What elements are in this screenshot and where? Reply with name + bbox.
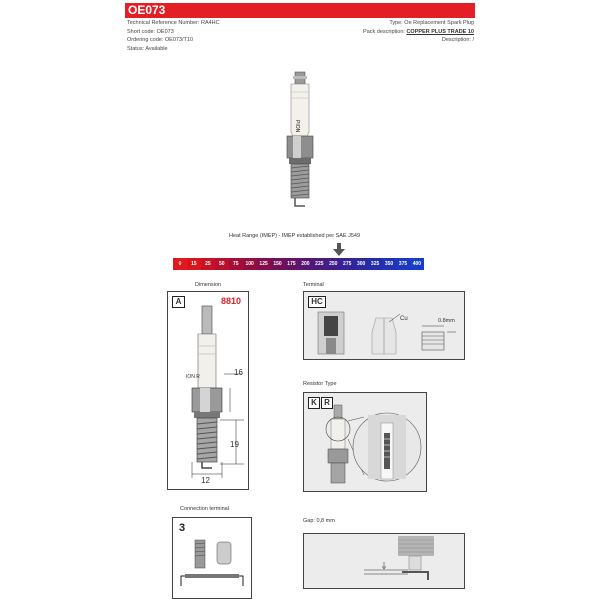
connection-code: 3 bbox=[179, 522, 186, 534]
connection-panel bbox=[172, 517, 252, 599]
terminal-caption: Terminal bbox=[303, 282, 324, 288]
pack-label: Pack description: bbox=[363, 28, 405, 35]
svg-text:PION: PION bbox=[294, 120, 300, 133]
gap-panel bbox=[303, 533, 465, 589]
heat-range-value: 100 bbox=[243, 258, 257, 270]
technical-reference: Technical Reference Number: RA4HC bbox=[127, 20, 220, 26]
product-code: OE073 bbox=[128, 3, 166, 17]
heat-range-value: 225 bbox=[312, 258, 326, 270]
info-left bbox=[127, 19, 220, 53]
dimension-code: A bbox=[172, 296, 185, 308]
terminal-panel bbox=[303, 291, 465, 360]
gap-caption: Gap: 0,8 mm bbox=[303, 518, 335, 524]
dimension-caption: Dimension bbox=[195, 282, 221, 288]
heat-range-value: 350 bbox=[382, 258, 396, 270]
connection-drawing bbox=[173, 518, 251, 598]
heat-range-value: 250 bbox=[326, 258, 340, 270]
heat-range-value: 125 bbox=[257, 258, 271, 270]
ordering-code: Ordering code: OE073/T10 bbox=[127, 37, 194, 43]
heat-range-value: 25 bbox=[201, 258, 215, 270]
resistor-panel bbox=[303, 392, 427, 492]
type: Type: Oe Replacement Spark Plug bbox=[389, 20, 474, 26]
dimension-hex: 16 bbox=[234, 368, 243, 377]
heat-range-value: 175 bbox=[285, 258, 299, 270]
heat-range-arrow-icon bbox=[333, 243, 345, 257]
terminal-gap-label: 0.8mm bbox=[438, 318, 455, 324]
info-right bbox=[363, 19, 474, 45]
dimension-panel bbox=[167, 291, 249, 490]
terminal-code: HC bbox=[308, 296, 326, 308]
heat-range-caption: Heat Range (IMEP) - IMEP established per SAE J549 bbox=[229, 233, 361, 239]
heat-range-scale bbox=[173, 258, 424, 270]
heat-range-value: 0 bbox=[173, 258, 187, 270]
terminal-drawing bbox=[304, 292, 464, 359]
plug-text: ION R bbox=[186, 374, 200, 380]
heat-range-value: 75 bbox=[229, 258, 243, 270]
heat-range-value: 300 bbox=[354, 258, 368, 270]
heat-range-value: 150 bbox=[271, 258, 285, 270]
dimension-number: 8810 bbox=[221, 296, 242, 306]
spark-plug-photo bbox=[278, 72, 322, 212]
heat-range-value: 50 bbox=[215, 258, 229, 270]
gap-drawing bbox=[304, 534, 464, 588]
heat-range-value: 15 bbox=[187, 258, 201, 270]
resistor-drawing bbox=[304, 393, 426, 491]
heat-range-value: 400 bbox=[410, 258, 424, 270]
heat-range-value: 375 bbox=[396, 258, 410, 270]
dimension-thread-length: 19 bbox=[230, 440, 239, 449]
pack-value-link[interactable]: COPPER PLUS TRADE 10 bbox=[406, 28, 474, 35]
terminal-cu-label: Cu bbox=[400, 316, 408, 322]
header-bar bbox=[125, 3, 475, 18]
status: Status: Available bbox=[127, 45, 168, 52]
heat-range-value: 200 bbox=[298, 258, 312, 270]
description: Description: / bbox=[441, 37, 474, 43]
resistor-code-r: R bbox=[321, 397, 333, 409]
resistor-code-k: K bbox=[308, 397, 320, 409]
dimension-drawing bbox=[168, 292, 248, 489]
dimension-thread-diameter: 12 bbox=[201, 476, 210, 485]
pack-description bbox=[363, 28, 474, 37]
heat-range-value: 275 bbox=[340, 258, 354, 270]
connection-caption: Connection terminal bbox=[180, 506, 229, 512]
resistor-caption: Resistor Type bbox=[303, 381, 337, 387]
heat-range-value: 325 bbox=[368, 258, 382, 270]
short-code: Short code: OE073 bbox=[127, 28, 174, 35]
